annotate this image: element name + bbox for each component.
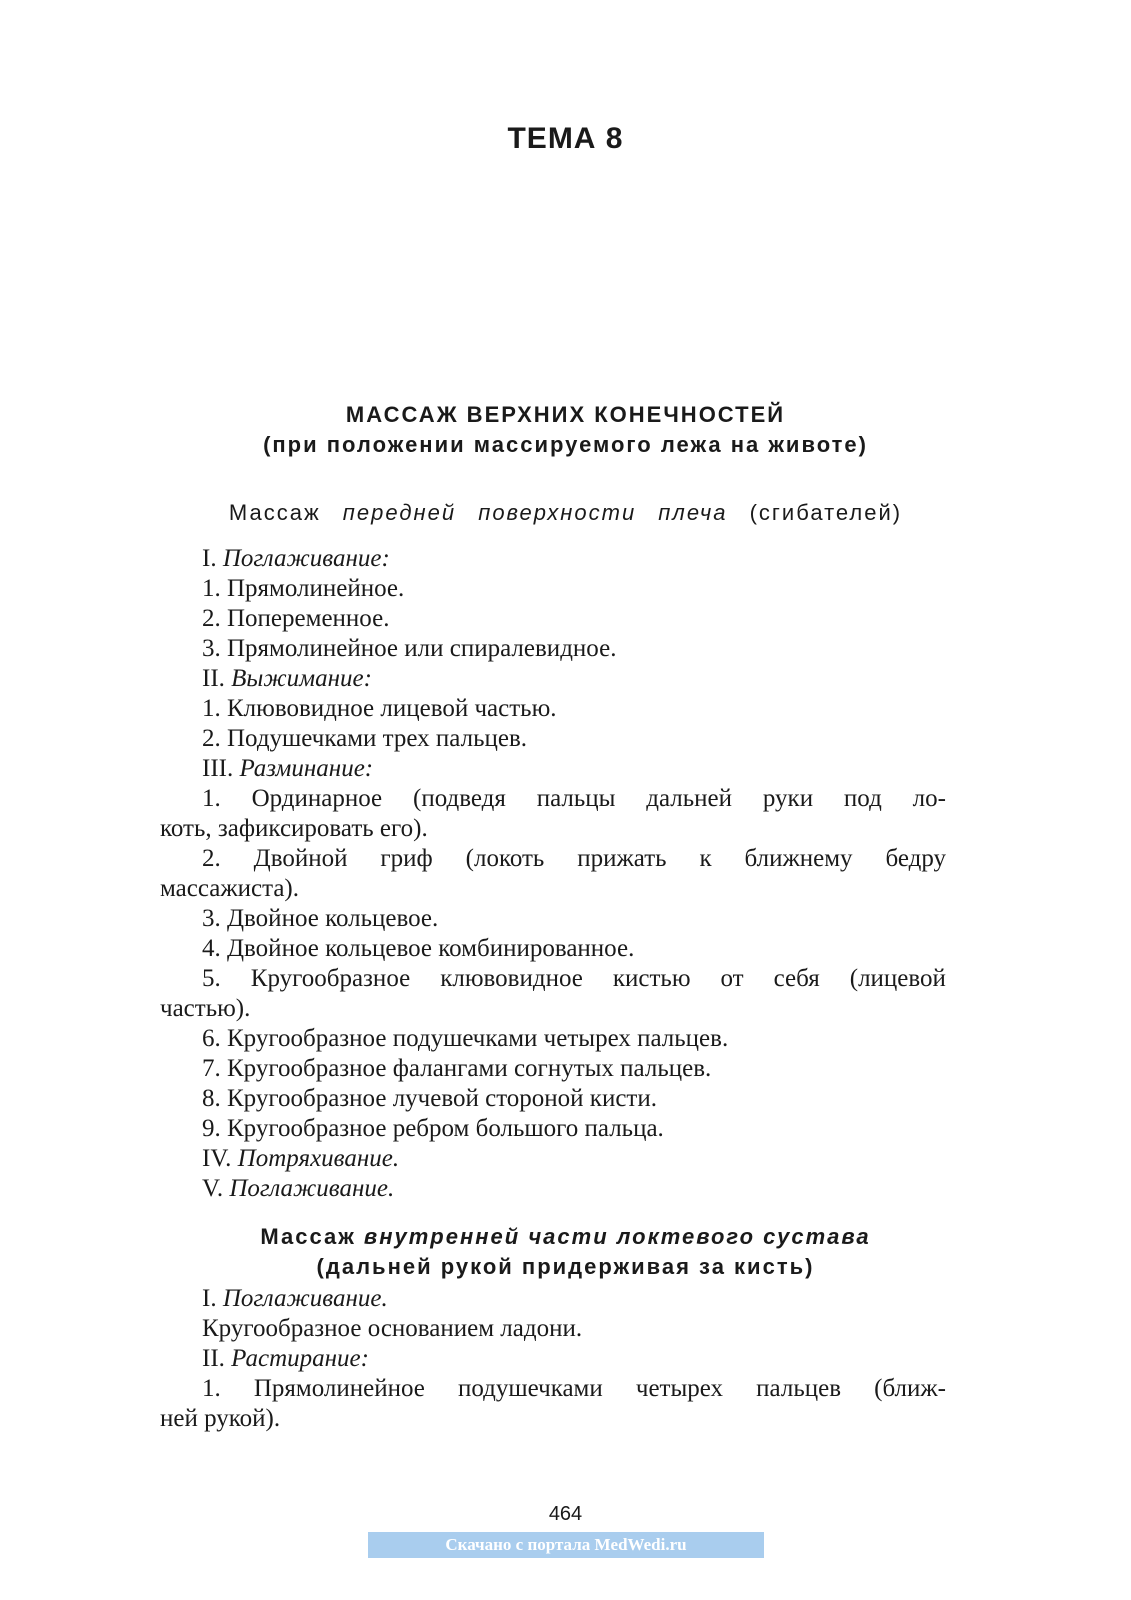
list-item xyxy=(160,544,946,574)
list-number: 7. xyxy=(202,1055,227,1082)
list-text: Разминание: xyxy=(239,755,374,782)
list-text: Выжимание: xyxy=(231,665,372,692)
list-item xyxy=(160,814,946,844)
list-number: IV. xyxy=(202,1145,238,1172)
list-text: ней рукой). xyxy=(160,1405,281,1432)
list-item xyxy=(160,574,946,604)
list-text: массажиста). xyxy=(160,875,299,902)
list-text: Прямолинейное или спиралевидное. xyxy=(227,635,617,662)
page-number: 464 xyxy=(548,1503,583,1525)
list-item xyxy=(160,1114,946,1144)
list-item xyxy=(160,1314,946,1344)
list-number: 9. xyxy=(202,1115,227,1142)
list-text: Кругообразное основанием ладони. xyxy=(202,1315,583,1342)
list-text: коть, зафиксировать его). xyxy=(160,815,428,842)
list-item: 1. Прямолинейное подушечками четырех пальцев (ближ- xyxy=(202,1375,946,1402)
list-number: 3. xyxy=(202,905,227,932)
list-number: V. xyxy=(202,1175,230,1202)
section-title-main: МАССАЖ ВЕРХНИХ КОНЕЧНОСТЕЙ xyxy=(345,402,786,427)
massage-list-elbow xyxy=(160,1284,946,1434)
list-number: 6. xyxy=(202,1025,227,1052)
list-item xyxy=(160,994,946,1024)
list-number: I. xyxy=(202,1285,223,1312)
list-item xyxy=(160,934,946,964)
section2-title-prefix: Массаж xyxy=(260,1224,356,1249)
section-subtitle: (при положении массируемого лежа на животе) xyxy=(263,432,868,457)
list-text: Подушечками трех пальцев. xyxy=(227,725,528,752)
list-number: 1. xyxy=(202,575,227,602)
list-item xyxy=(160,664,946,694)
sub-heading-prefix: Массаж xyxy=(228,500,321,525)
list-item: 1. Ординарное (подведя пальцы дальней руки под ло- xyxy=(202,785,946,812)
list-text: Двойное кольцевое. xyxy=(227,905,439,932)
sub-heading-suffix: (сгибателей) xyxy=(749,500,903,525)
list-number: III. xyxy=(202,755,240,782)
list-number: I. xyxy=(202,545,223,572)
list-item: 5. Кругообразное клювовидное кистью от себя (лицевой xyxy=(202,965,946,992)
list-text: Поглаживание. xyxy=(222,1285,388,1312)
list-item xyxy=(160,724,946,754)
list-item xyxy=(160,1284,946,1314)
list-number: 2. xyxy=(202,605,227,632)
sub-heading xyxy=(0,500,1131,526)
list-item xyxy=(160,874,946,904)
list-text: Двойное кольцевое комбинированное. xyxy=(227,935,635,962)
list-number: II. xyxy=(202,1345,232,1372)
list-item xyxy=(160,1174,946,1204)
list-item xyxy=(160,904,946,934)
list-text: Кругообразное ребром большого пальца. xyxy=(227,1115,664,1142)
list-item xyxy=(160,1024,946,1054)
list-item xyxy=(160,1144,946,1174)
list-number: 2. xyxy=(202,725,227,752)
list-text: Прямолинейное. xyxy=(227,575,405,602)
section-title xyxy=(0,400,1131,460)
massage-list-shoulder xyxy=(160,544,946,1204)
section2-title-line2: (дальней рукой придерживая за кисть) xyxy=(316,1254,815,1279)
list-text: Поглаживание. xyxy=(229,1175,395,1202)
list-item xyxy=(160,1404,946,1434)
list-item xyxy=(160,1054,946,1084)
chapter-title: ТЕМА 8 xyxy=(507,122,624,155)
list-item xyxy=(160,754,946,784)
list-text: частью). xyxy=(160,995,251,1022)
list-text: Кругообразное подушечками четырех пальцев. xyxy=(227,1025,729,1052)
list-text: Попеременное. xyxy=(227,605,390,632)
watermark-banner: Скачано с портала MedWedi.ru xyxy=(368,1532,764,1558)
section2-title xyxy=(0,1222,1131,1282)
list-item xyxy=(160,1344,946,1374)
list-text: Потряхивание. xyxy=(237,1145,400,1172)
section2-title-italic: внутренней части локтевого сустава xyxy=(363,1224,871,1249)
list-text: Поглаживание: xyxy=(222,545,390,572)
list-text: Кругообразное фалангами согнутых пальцев. xyxy=(227,1055,712,1082)
list-text: Кругообразное лучевой стороной кисти. xyxy=(227,1085,657,1112)
list-item xyxy=(160,604,946,634)
list-number: II. xyxy=(202,665,232,692)
list-item: 2. Двойной гриф (локоть прижать к ближнему бедру xyxy=(202,845,946,872)
list-item xyxy=(160,1084,946,1114)
list-number: 8. xyxy=(202,1085,227,1112)
sub-heading-italic: передней поверхности плеча xyxy=(342,500,728,525)
list-number: 3. xyxy=(202,635,227,662)
list-number: 4. xyxy=(202,935,227,962)
list-number: 1. xyxy=(202,695,227,722)
list-text: Клювовидное лицевой частью. xyxy=(227,695,557,722)
list-item xyxy=(160,694,946,724)
list-item xyxy=(160,634,946,664)
list-text: Растирание: xyxy=(231,1345,369,1372)
